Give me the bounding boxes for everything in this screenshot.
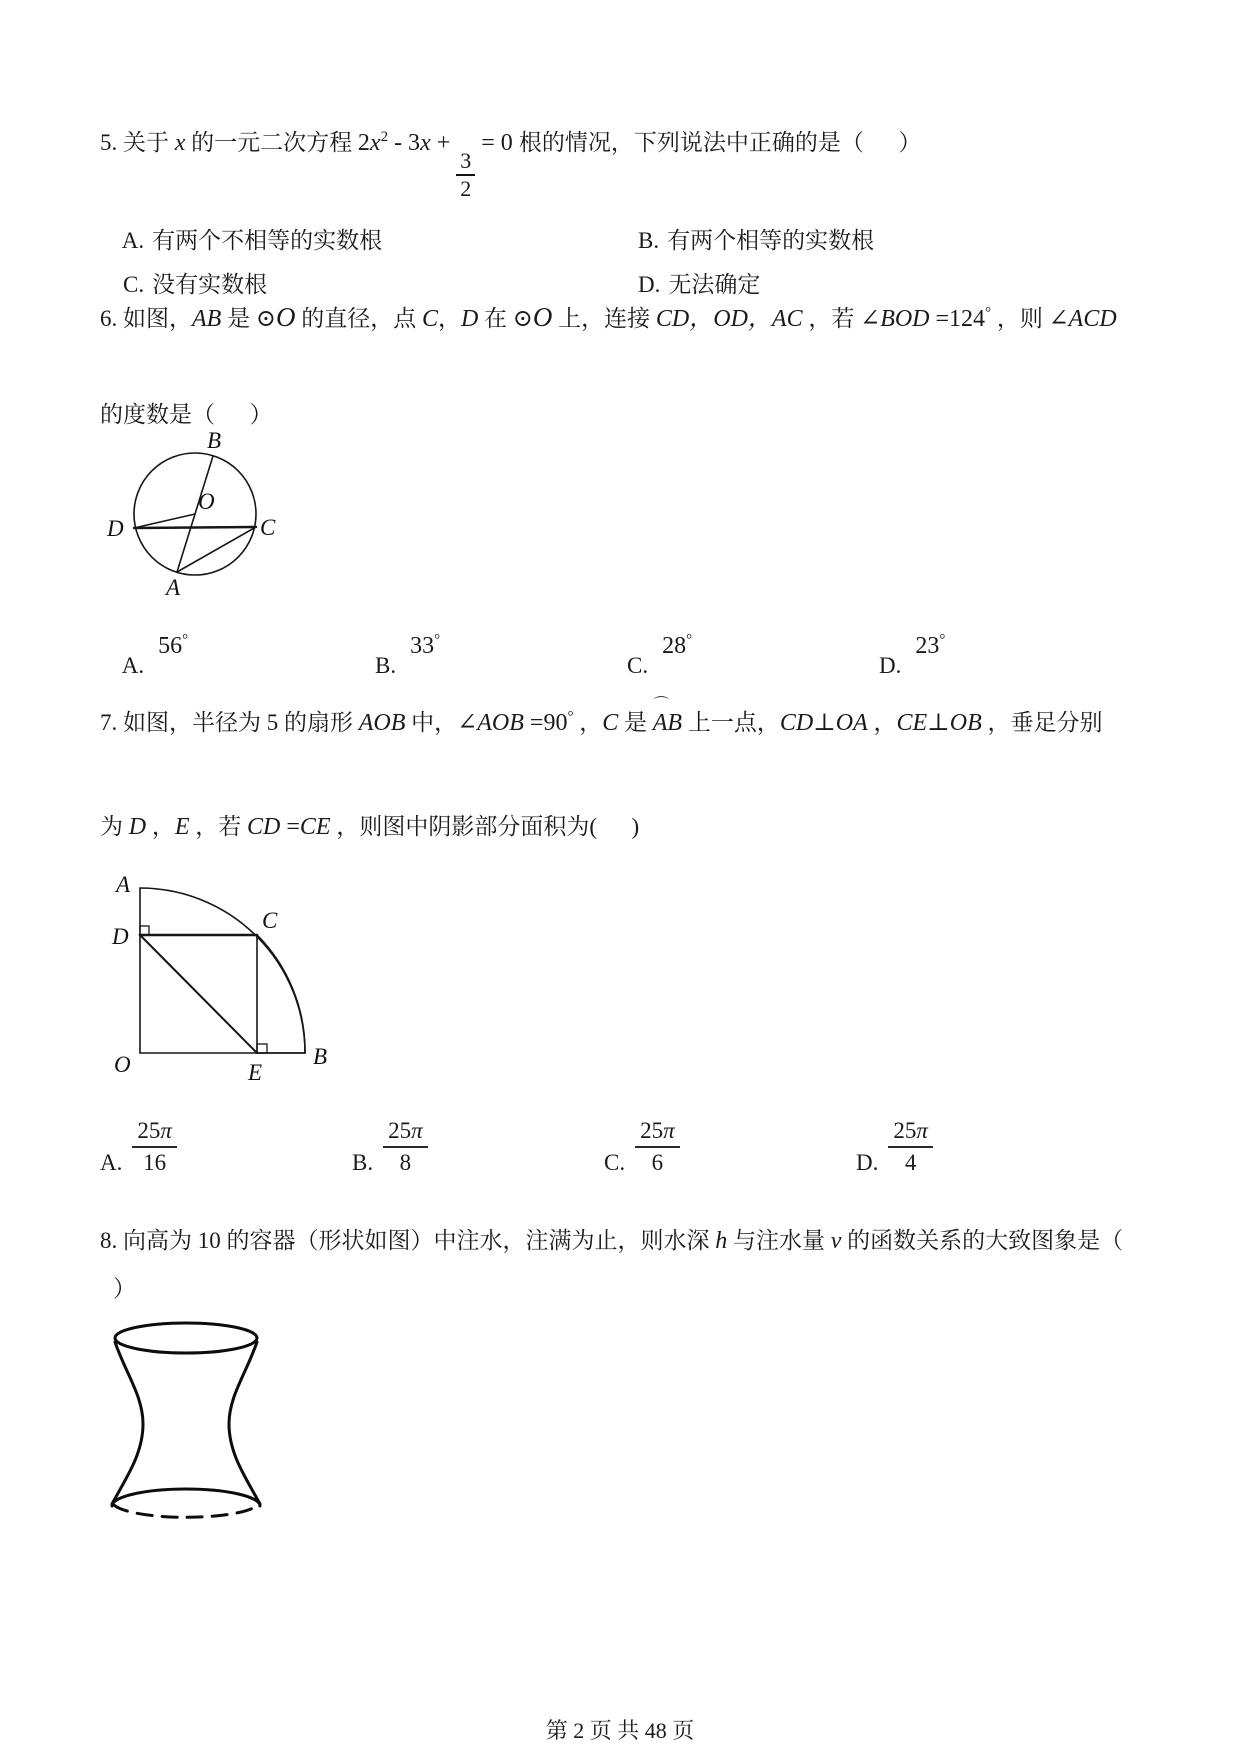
option-value	[662, 633, 692, 659]
page-number: 第 2 页 共 48 页	[545, 1718, 695, 1743]
segment-DE	[140, 935, 257, 1053]
text-run: AB	[652, 710, 683, 736]
point-label-D: D	[107, 516, 124, 541]
vase-right-side	[229, 1342, 260, 1504]
arc-AB	[140, 888, 305, 1053]
text-run: ，	[867, 710, 897, 735]
text-run: x	[174, 130, 186, 156]
text-run: AB	[192, 306, 222, 332]
option-label: D.	[638, 272, 661, 297]
degree-symbol: °	[939, 632, 946, 648]
fraction-numerator	[635, 1118, 680, 1148]
text-run: ∠ACD	[1048, 306, 1117, 332]
pi-symbol: π	[916, 1118, 928, 1143]
text-run: CD，OD，AC	[655, 306, 803, 332]
q7-option-b	[352, 1118, 428, 1176]
text-run: ，	[573, 710, 603, 735]
q6-option-a	[100, 606, 188, 686]
fraction-numerator: 3	[456, 149, 475, 176]
arc-notation	[652, 697, 683, 737]
fraction	[456, 149, 475, 201]
option-label: A.	[121, 228, 145, 253]
coefficient: 25	[893, 1118, 917, 1143]
question-5-stem	[100, 124, 921, 201]
q7-option-d	[856, 1118, 933, 1176]
text-run: 的一元二次方程	[185, 130, 358, 155]
text-run: 7. 如图，半径为 5 的扇形	[100, 710, 359, 735]
option-label: B.	[352, 1150, 374, 1175]
question-8-stem-line1	[100, 1222, 1123, 1255]
text-run: x	[420, 130, 431, 156]
arc-symbol: ⌒	[653, 697, 669, 713]
point-label-B: B	[207, 432, 222, 453]
option-label: C.	[627, 653, 649, 678]
q7-sector-figure	[100, 868, 350, 1088]
option-label: A.	[100, 1150, 123, 1175]
question-6-stem-line2	[100, 396, 273, 429]
text-run: E	[174, 814, 190, 840]
point-label-O: O	[114, 1052, 131, 1077]
coefficient: 25	[640, 1118, 664, 1143]
degree-value: 33	[410, 633, 435, 659]
vase-bottom-back-dashed	[114, 1505, 258, 1517]
text-run: ，则图中阴影部分面积为( )	[330, 814, 640, 839]
text-run: AOB	[358, 710, 406, 736]
text-run: 中，	[405, 710, 458, 735]
question-7-stem-line2	[100, 808, 639, 841]
shaded-region	[140, 935, 305, 1053]
coefficient: 25	[388, 1118, 412, 1143]
text-run: OB	[949, 710, 982, 736]
question-7-stem-line1	[100, 697, 1103, 737]
option-value	[158, 633, 188, 659]
text-run: 6. 如图，	[100, 306, 192, 331]
option-text: 有两个相等的实数根	[667, 228, 875, 253]
text-run: ∠AOB	[457, 710, 524, 736]
point-label-A: A	[166, 575, 181, 600]
text-run: v	[830, 1228, 842, 1254]
degree-symbol: °	[686, 632, 693, 648]
text-run: =90	[523, 710, 568, 736]
coefficient: 25	[137, 1118, 161, 1143]
fraction-denominator: 8	[399, 1150, 412, 1175]
text-run: ⊥	[813, 710, 836, 736]
text-run: - 3	[388, 130, 421, 156]
text-run: 的函数关系的大致图象是（	[841, 1228, 1124, 1253]
text-run: x	[369, 130, 381, 156]
point-label-O: O	[198, 489, 215, 514]
q7-option-a	[100, 1118, 177, 1176]
text-run: 2	[380, 129, 389, 145]
degree-value: 56	[158, 633, 183, 659]
text-run: CE	[896, 710, 928, 736]
vase-top-rim	[115, 1323, 257, 1353]
point-label-C: C	[262, 908, 278, 933]
text-run: =124	[929, 306, 986, 332]
vase-bottom-front	[112, 1489, 260, 1506]
option-text: 无法确定	[668, 272, 761, 297]
text-run: D	[128, 814, 147, 840]
right-angle-mark-D	[140, 926, 149, 935]
text-run: ）	[113, 1276, 136, 1301]
point-label-B: B	[313, 1044, 328, 1069]
text-run: 与注水量	[727, 1228, 831, 1253]
point-label-C: C	[260, 515, 276, 540]
text-run: 的直径，点	[295, 306, 422, 331]
text-run: 是	[618, 710, 653, 735]
q6-option-b	[352, 606, 440, 686]
text-run: C	[602, 710, 619, 736]
text-run: ，	[146, 814, 175, 839]
text-run: D	[460, 306, 479, 332]
vase-left-side	[112, 1342, 143, 1504]
text-run: OA	[835, 710, 868, 736]
text-run: 在	[478, 306, 513, 331]
option-text: 有两个不相等的实数根	[152, 228, 383, 253]
option-label: D.	[879, 653, 902, 678]
fraction	[635, 1118, 680, 1176]
option-label: B.	[638, 228, 660, 253]
option-text: 没有实数根	[152, 272, 268, 297]
text-run: C	[421, 306, 438, 332]
point-label-E: E	[248, 1060, 263, 1085]
text-run: CE	[299, 814, 331, 840]
q6-option-c	[604, 606, 692, 686]
text-run: ，垂足分别	[981, 710, 1103, 735]
fraction-denominator: 4	[904, 1150, 917, 1175]
fraction-numerator	[383, 1118, 428, 1148]
option-value	[915, 633, 945, 659]
q7-option-c	[604, 1118, 680, 1176]
fraction-denominator: 16	[143, 1150, 167, 1175]
fraction-numerator	[132, 1118, 177, 1148]
fraction-denominator: 6	[651, 1150, 664, 1175]
option-label: B.	[375, 653, 397, 678]
option-label: A.	[121, 653, 145, 678]
text-run: ，若	[802, 306, 861, 331]
text-run: CD	[247, 814, 281, 840]
fraction	[132, 1118, 177, 1176]
text-run: 上，连接	[552, 306, 656, 331]
right-angle-mark-E	[257, 1044, 267, 1053]
fraction	[888, 1118, 933, 1176]
degree-symbol: °	[434, 632, 441, 648]
text-run: ⊙	[512, 306, 533, 332]
radius-OD	[134, 514, 195, 528]
option-label: D.	[856, 1150, 879, 1175]
degree-value: 28	[662, 633, 687, 659]
text-run: O	[275, 302, 296, 332]
text-run: 上一点，	[682, 710, 780, 735]
text-run: +	[430, 130, 457, 156]
question-6-stem-line1	[100, 298, 1117, 333]
text-run: 根的情况，下列说法中正确的是（ ）	[518, 130, 922, 155]
text-run: ∠BOD	[860, 306, 930, 332]
text-run: 的度数是（ ）	[100, 402, 273, 427]
pi-symbol: π	[160, 1118, 172, 1143]
point-label-A: A	[116, 872, 131, 897]
text-run: 是	[221, 306, 256, 331]
text-run: 2	[357, 130, 370, 156]
option-value	[410, 633, 440, 659]
q8-vase-figure	[92, 1308, 282, 1548]
q6-circle-figure	[103, 432, 288, 604]
text-run: 8. 向高为 10 的容器（形状如图）中注水，注满为止，则水深	[100, 1228, 716, 1253]
option-label: C.	[604, 1150, 626, 1175]
pi-symbol: π	[663, 1118, 675, 1143]
text-run: °	[985, 305, 992, 321]
text-run: ⊥	[927, 710, 950, 736]
option-label: C.	[123, 272, 145, 297]
text-run: O	[532, 302, 553, 332]
text-run: 为	[100, 814, 129, 839]
text-run: = 0	[475, 130, 519, 156]
fraction-denominator: 2	[460, 175, 472, 201]
text-run: ，则	[991, 306, 1049, 331]
text-run: ⊙	[255, 306, 276, 332]
text-run: =	[280, 814, 300, 840]
degree-symbol: °	[182, 632, 189, 648]
text-run: h	[715, 1228, 728, 1254]
q6-option-d	[856, 606, 945, 686]
text-run: CD	[779, 710, 814, 736]
chord-DC	[134, 527, 256, 528]
text-run: °	[567, 709, 574, 725]
pi-symbol: π	[411, 1118, 423, 1143]
text-run: 5. 关于	[100, 130, 175, 155]
fraction-numerator	[888, 1118, 933, 1148]
text-run: ，	[437, 306, 461, 331]
fraction	[383, 1118, 428, 1176]
point-label-D: D	[112, 924, 129, 949]
text-run: ，若	[189, 814, 248, 839]
degree-value: 23	[915, 633, 940, 659]
question-8-stem-line2	[113, 1270, 136, 1303]
